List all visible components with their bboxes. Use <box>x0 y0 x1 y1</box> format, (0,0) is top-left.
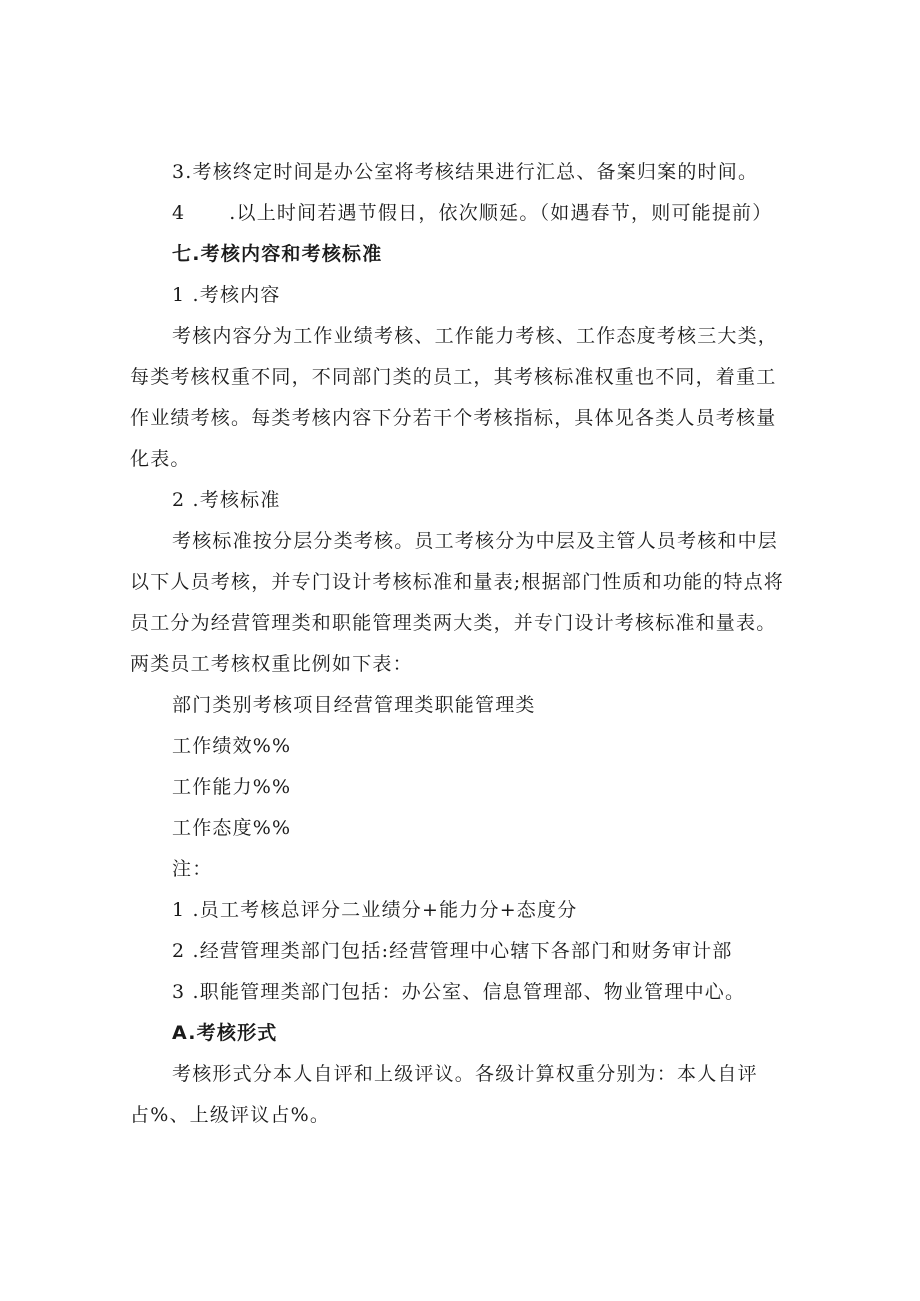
item-4-text: .以上时间若遇节假日，依次顺延。（如遇春节，则可能提前） <box>229 202 773 224</box>
note-item: 2 .经营管理类部门包括:经营管理中心辖下各部门和财务审计部 <box>172 940 733 962</box>
table-row: 工作能力%% <box>172 776 292 798</box>
paragraph-line: 每类考核权重不同，不同部门类的员工，其考核标准权重也不同，着重工 <box>130 366 777 388</box>
subsection-2-title: 2 .考核标准 <box>172 489 281 511</box>
paragraph-line: 化表。 <box>130 448 191 470</box>
paragraph-line: 考核形式分本人自评和上级评议。各级计算权重分别为：本人自评 <box>172 1063 758 1085</box>
subsection-1-title: 1 .考核内容 <box>172 284 281 306</box>
section-7-heading: 七.考核内容和考核标准 <box>172 243 383 265</box>
note-item: 1 .员工考核总评分二业绩分+能力分+态度分 <box>172 899 578 921</box>
paragraph-line: 占%、上级评议占%。 <box>130 1104 331 1126</box>
item-3 <box>172 152 832 193</box>
paragraph-line: 考核标准按分层分类考核。员工考核分为中层及主管人员考核和中层 <box>172 530 779 552</box>
note-item: 3 .职能管理类部门包括：办公室、信息管理部、物业管理中心。 <box>172 981 746 1003</box>
table-header-row: 部门类别考核项目经营管理类职能管理类 <box>172 694 536 716</box>
paragraph-line: 作业绩考核。每类考核内容下分若干个考核指标，具体见各类人员考核量 <box>130 407 777 429</box>
paragraph-line: 以下人员考核，并专门设计考核标准和量表;根据部门性质和功能的特点将 <box>130 571 785 593</box>
table-row: 工作绩效%% <box>172 735 292 757</box>
item-4-number: 4 <box>172 202 186 224</box>
item-3-text: .考核终定时间是办公室将考核结果进行汇总、备案归案的时间。 <box>185 161 759 183</box>
paragraph-line: 考核内容分为工作业绩考核、工作能力考核、工作态度考核三大类， <box>172 325 779 347</box>
item-3-number: 3 <box>172 161 186 183</box>
paragraph-line: 两类员工考核权重比例如下表： <box>130 653 413 675</box>
section-a-heading: A.考核形式 <box>172 1022 278 1044</box>
note-label: 注： <box>172 858 213 880</box>
paragraph-line: 员工分为经营管理类和职能管理类两大类，并专门设计考核标准和量表。 <box>130 612 777 634</box>
item-4 <box>172 193 832 234</box>
table-row: 工作态度%% <box>172 817 292 839</box>
